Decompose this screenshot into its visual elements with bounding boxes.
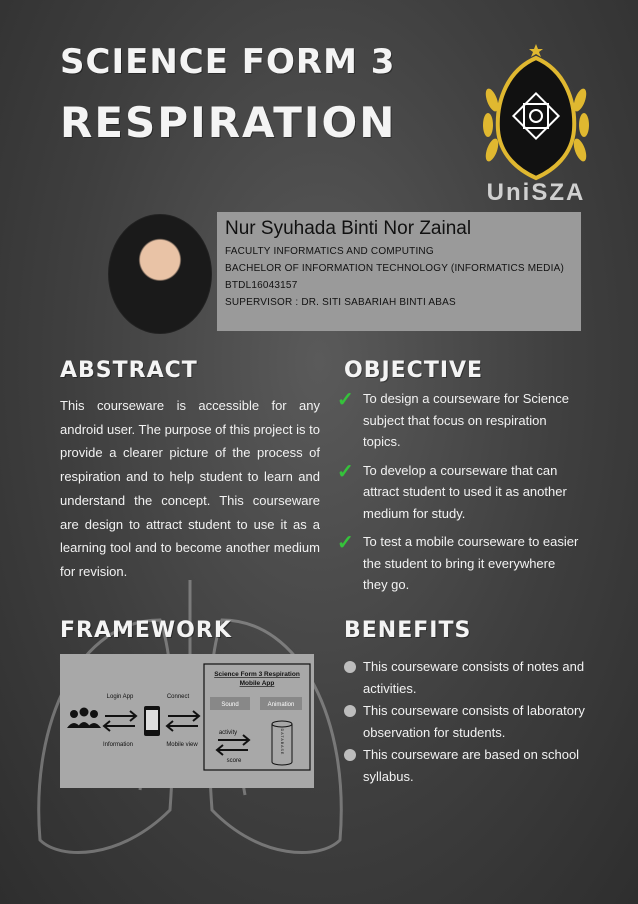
- animation-label: Animation: [267, 702, 295, 708]
- phone-icon: [144, 706, 160, 736]
- check-icon: ✓: [337, 460, 354, 483]
- information-label: Information: [102, 742, 134, 748]
- author-supervisor: SUPERVISOR : DR. SITI SABARIAH BINTI ABAS: [225, 297, 456, 308]
- connect-label: Connect: [166, 694, 190, 700]
- check-icon: ✓: [337, 389, 354, 411]
- objective-item: [337, 531, 582, 596]
- author-faculty: FACULTY INFORMATICS AND COMPUTING: [225, 246, 434, 257]
- title-line-1: SCIENCE FORM 3: [60, 42, 396, 82]
- bullet-icon: [344, 661, 356, 673]
- objective-text: To design a courseware for Science subject that focus on respiration topics.: [363, 391, 569, 449]
- objective-list: [337, 388, 582, 603]
- objective-text: To develop a courseware that can attract student to used it as another medium for study.: [363, 462, 567, 521]
- title-line-2: RESPIRATION: [60, 98, 397, 147]
- benefit-item: [342, 744, 587, 787]
- mobile-view-label: Mobile view: [166, 742, 198, 748]
- author-program: BACHELOR OF INFORMATION TECHNOLOGY (INFORMATICS MEDIA): [225, 263, 564, 274]
- check-icon: ✓: [337, 532, 354, 554]
- objective-text: To test a mobile courseware to easier the student to bring it everywhere they go.: [363, 534, 579, 592]
- logo-text: UniSZA: [486, 179, 586, 206]
- app-title-line-1: Science Form 3 Respiration: [214, 671, 300, 678]
- unisza-logo: [478, 40, 594, 206]
- benefits-list: [342, 656, 587, 788]
- benefit-item: [342, 700, 587, 743]
- objective-heading: OBJECTIVE: [344, 358, 484, 383]
- framework-heading: FRAMEWORK: [60, 618, 232, 643]
- author-photo: [108, 214, 212, 334]
- login-app-label: Login App: [106, 694, 134, 700]
- bullet-icon: [344, 749, 356, 761]
- bullet-icon: [344, 705, 356, 717]
- benefit-item: [342, 656, 587, 699]
- author-name: Nur Syuhada Binti Nor Zainal: [225, 218, 472, 239]
- abstract-heading: ABSTRACT: [60, 358, 198, 383]
- database-label: DATABASE: [280, 728, 284, 756]
- activity-label: activity: [218, 730, 238, 736]
- app-title-line-2: Mobile App: [239, 680, 275, 687]
- benefit-text: This courseware consists of notes and activities.: [363, 659, 585, 696]
- author-info-panel: [217, 212, 581, 331]
- author-id: BTDL16043157: [225, 280, 298, 291]
- benefit-text: This courseware consists of laboratory observation for students.: [363, 703, 585, 740]
- benefit-text: This courseware are based on school syllabus.: [363, 747, 580, 784]
- score-label: score: [226, 758, 242, 764]
- benefits-heading: BENEFITS: [344, 618, 472, 643]
- framework-diagram: [60, 654, 314, 788]
- objective-item: [337, 388, 582, 453]
- sound-label: Sound: [221, 702, 239, 708]
- abstract-text: This courseware is accessible for any android user. The purpose of this project is to provide a clearer picture of the process of respiration and to help student to learn and understand the concept. This courseware are design to attract student to use it as a learning tool and to become another medium for revision.: [60, 398, 320, 579]
- objective-item: [337, 460, 582, 525]
